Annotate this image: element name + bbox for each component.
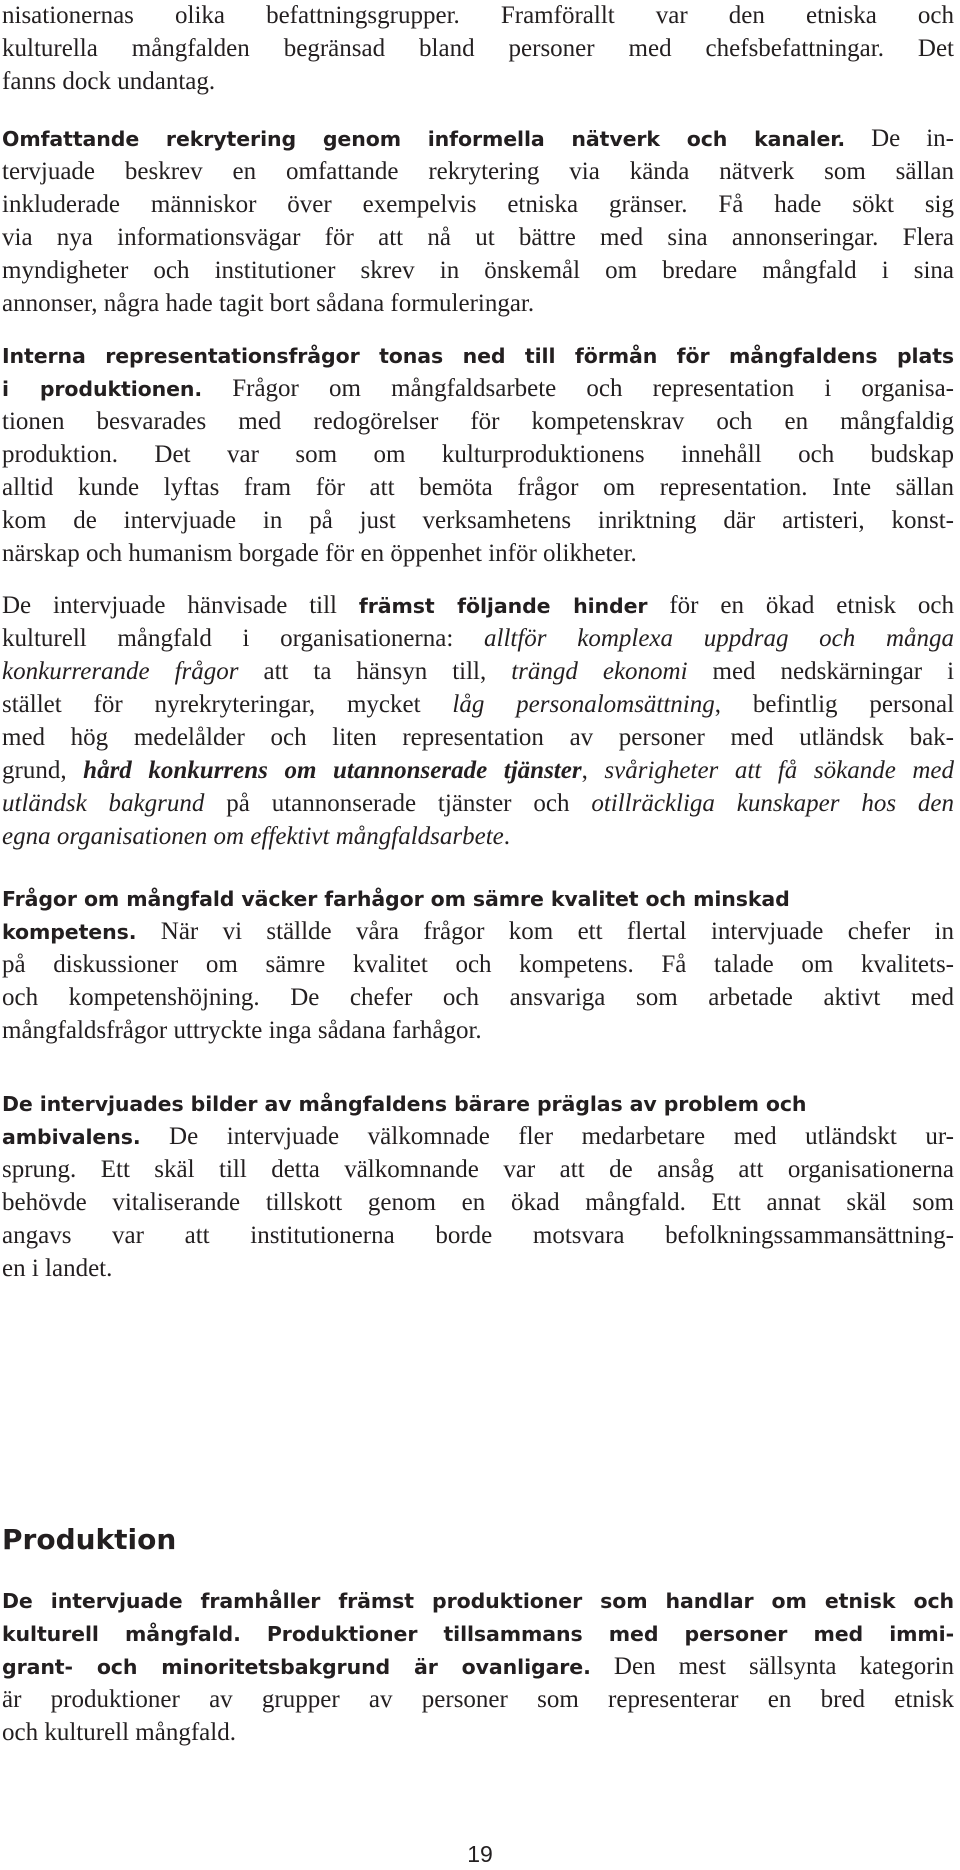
paragraph-lead-heading: Omfattande rekrytering genom informella nätverk och kanaler. <box>2 127 846 151</box>
emphasis-italic: låg personalomsättning <box>452 691 715 718</box>
text-line: myndigheter och institutioner skrev in önskemål om bredare mångfald i sina <box>2 257 954 284</box>
text-line: nisationernas olika befattningsgrupper. Framförallt var den etniska och <box>2 2 954 29</box>
text-line: alltid kunde lyftas fram för att bemöta frågor om representation. Inte sällan <box>2 474 954 501</box>
text-line: och kompetenshöjning. De chefer och ansvariga som arbetade aktivt med <box>2 984 954 1011</box>
text-line: kom de intervjuade in på just verksamhetens inriktning där artisteri, konst- <box>2 507 954 534</box>
text-line: inkluderade människor över exempelvis etniska gränser. Få hade sökt sig <box>2 191 954 218</box>
text-line: kulturella mångfalden begränsad bland personer med chefsbefattningar. Det <box>2 35 954 62</box>
paragraph-lead-heading: i produktionen. <box>2 377 203 401</box>
text-line <box>2 656 954 688</box>
text-line: på diskussioner om sämre kvalitet och kompetens. Få talade om kvalitets- <box>2 951 954 978</box>
text-line <box>2 373 954 405</box>
text-line: en i landet. <box>2 1255 113 1282</box>
text-span: att ta hänsyn till, <box>263 658 487 685</box>
text-line: tervjuade beskrev en omfattande rekrytering via kända nätverk som sällan <box>2 158 954 185</box>
text-line <box>2 1088 806 1120</box>
text-line: fanns dock undantag. <box>2 68 216 95</box>
text-span: grund, <box>2 757 67 784</box>
text-line <box>2 821 510 853</box>
text-line: sprung. Ett skäl till detta välkomnande var att de ansåg att organisationerna <box>2 1156 954 1183</box>
text-span: , befintlig personal <box>714 691 955 718</box>
text-line: med hög medelålder och liten representation av personer med utländsk bak- <box>2 724 954 751</box>
paragraph-lead-heading: Frågor om mångfald väcker farhågor om sämre kvalitet och minskad <box>2 887 790 911</box>
paragraph-lead-heading: ambivalens. <box>2 1125 141 1149</box>
text-span: De intervjuade hänvisade till <box>2 592 337 619</box>
text-span: De intervjuade välkomnade fler medarbetare med utländskt ur- <box>169 1123 954 1150</box>
emphasis-italic: utländsk bakgrund <box>2 790 205 817</box>
text-line <box>2 755 954 787</box>
paragraph-lead-heading: Interna representationsfrågor tonas ned till förmån för mångfaldens plats <box>2 344 954 368</box>
text-line <box>2 123 954 155</box>
text-line <box>2 883 790 915</box>
text-span: på utannonserade tjänster och <box>226 790 570 817</box>
text-line: behövde vitaliserande tillskott genom en ökad mångfald. Ett annat skäl som <box>2 1189 954 1216</box>
paragraph-lead-heading: kompetens. <box>2 920 137 944</box>
text-line <box>2 340 954 372</box>
emphasis-italic: svårigheter att få sökande med <box>604 757 955 784</box>
text-line: och kulturell mångfald. <box>2 1719 236 1746</box>
emphasis-italic: trängd ekonomi <box>511 658 688 685</box>
emphasis-italic: konkurrerande frågor <box>2 658 239 685</box>
text-line: tionen besvarades med redogörelser för kompetenskrav och en mångfaldig <box>2 408 954 435</box>
text-line: annonser, några hade tagit bort sådana formuleringar. <box>2 290 535 317</box>
text-line <box>2 590 954 622</box>
text-span: De in- <box>871 125 954 152</box>
text-line: angavs var att institutionerna borde motsvara befolkningssammansättning- <box>2 1222 954 1249</box>
text-line <box>2 916 954 948</box>
text-span: stället för nyrekryteringar, mycket <box>2 691 421 718</box>
text-line <box>2 1651 954 1683</box>
text-span: Den mest sällsynta kategorin <box>613 1653 955 1680</box>
text-span: med nedskärningar i <box>712 658 955 685</box>
text-line: mångfaldsfrågor uttryckte inga sådana farhågor. <box>2 1017 482 1044</box>
page-number: 19 <box>467 1841 493 1867</box>
text-line: är produktioner av grupper av personer som representerar en bred etnisk <box>2 1686 954 1713</box>
text-line <box>2 1618 954 1650</box>
emphasis-italic: alltför komplexa uppdrag och många <box>484 625 955 652</box>
text-line: via nya informationsvägar för att nå ut bättre med sina annonseringar. Flera <box>2 224 954 251</box>
text-line <box>2 1121 954 1153</box>
emphasis-bold-italic: hård konkurrens om utannonserade tjänster <box>83 757 582 784</box>
paragraph-lead-heading: grant- och minoritetsbakgrund är ovanligare. <box>2 1655 591 1679</box>
text-line <box>2 689 954 721</box>
text-line: produktion. Det var som om kulturproduktionens innehåll och budskap <box>2 441 954 468</box>
emphasis-italic: otillräckliga kunskaper hos den <box>591 790 955 817</box>
text-span: kulturell mångfald i organisationerna: <box>2 625 454 652</box>
emphasis-italic: egna organisationen om effektivt mångfaldsarbete <box>2 823 504 850</box>
text-line <box>2 788 954 820</box>
section-heading: Produktion <box>2 1523 177 1556</box>
text-line: närskap och humanism borgade för en öppenhet inför olikheter. <box>2 540 637 567</box>
text-span: för en ökad etnisk och <box>669 592 955 619</box>
emphasis-bold: främst följande hinder <box>358 594 648 618</box>
text-line <box>2 623 954 655</box>
text-span: När vi ställde våra frågor kom ett flertal intervjuade chefer in <box>160 918 954 945</box>
text-span: Frågor om mångfaldsarbete och representation i organisa- <box>232 375 954 402</box>
paragraph-lead-heading: De intervjuades bilder av mångfaldens bärare präglas av problem och <box>2 1092 807 1116</box>
text-span: , <box>581 757 588 784</box>
text-line <box>2 1585 954 1617</box>
paragraph-lead-heading: kulturell mångfald. Produktioner tillsammans med personer med immi- <box>2 1622 954 1646</box>
text-span: . <box>503 823 511 850</box>
paragraph-lead-heading: De intervjuade framhåller främst produktioner som handlar om etnisk och <box>2 1589 954 1613</box>
